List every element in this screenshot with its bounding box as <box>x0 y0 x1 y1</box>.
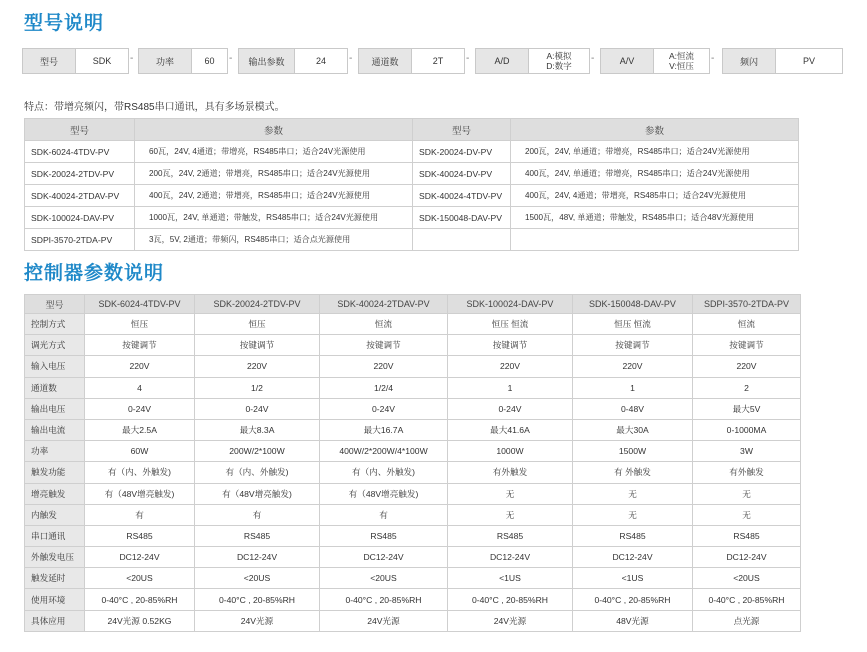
code-dash: - <box>130 53 134 64</box>
code-label-av: A/V <box>600 48 654 74</box>
params-value-cell: 最大8.3A <box>195 419 320 440</box>
code-value-channels: 2T <box>411 48 465 74</box>
params-value-cell: DC12-24V <box>195 547 320 568</box>
params-row-label: 调光方式 <box>25 335 85 356</box>
params-value-cell: 恒压 <box>195 314 320 335</box>
params-value-cell: 200W/2*100W <box>195 441 320 462</box>
models-header-params: 参数 <box>511 119 799 141</box>
model-name-cell: SDK-40024-4TDV-PV <box>413 185 511 207</box>
code-value-av <box>653 48 710 74</box>
models-header-row <box>25 119 799 141</box>
code-value-output: 24 <box>294 48 348 74</box>
params-value-cell: 有（内、外触发) <box>320 462 448 483</box>
model-name-cell: SDK-100024-DAV-PV <box>25 207 135 229</box>
params-value-cell: RS485 <box>85 525 195 546</box>
params-value-cell: 按键调节 <box>320 335 448 356</box>
model-params-cell <box>511 229 799 251</box>
params-value-cell: RS485 <box>573 525 693 546</box>
params-value-cell: 0-48V <box>573 398 693 419</box>
code-label-strobe: 频闪 <box>722 48 776 74</box>
params-header-model: SDPI-3570-2TDA-PV <box>693 295 801 314</box>
params-header-model: SDK-40024-2TDAV-PV <box>320 295 448 314</box>
params-header-label: 型号 <box>25 295 85 314</box>
params-table <box>24 294 801 632</box>
params-value-cell: 0-1000MA <box>693 419 801 440</box>
params-value-cell: 有 <box>320 504 448 525</box>
params-value-cell: <20US <box>693 568 801 589</box>
models-header-model: 型号 <box>413 119 511 141</box>
params-value-cell: 2 <box>693 377 801 398</box>
params-row-label: 串口通讯 <box>25 525 85 546</box>
code-dash: - <box>711 53 715 64</box>
models-row <box>25 185 799 207</box>
params-value-cell: 有（内、外触发) <box>85 462 195 483</box>
code-label-channels: 通道数 <box>358 48 412 74</box>
params-row <box>25 356 801 377</box>
params-value-cell: 最大16.7A <box>320 419 448 440</box>
params-value-cell: 有 <box>85 504 195 525</box>
params-row-label: 输出电压 <box>25 398 85 419</box>
params-value-cell: 恒流 <box>693 314 801 335</box>
params-header-model: SDK-6024-4TDV-PV <box>85 295 195 314</box>
params-value-cell: 1500W <box>573 441 693 462</box>
models-table <box>24 118 799 251</box>
params-value-cell: 0-24V <box>448 398 573 419</box>
params-row <box>25 568 801 589</box>
params-value-cell: <1US <box>448 568 573 589</box>
params-value-cell: 无 <box>693 483 801 504</box>
model-name-cell: SDK-20024-DV-PV <box>413 141 511 163</box>
params-value-cell: 1 <box>573 377 693 398</box>
params-value-cell: 0-40°C , 20-85%RH <box>320 589 448 610</box>
code-dash: - <box>466 53 470 64</box>
params-value-cell: DC12-24V <box>448 547 573 568</box>
model-description-title: 型号说明 <box>24 13 105 34</box>
params-value-cell: 最大2.5A <box>85 419 195 440</box>
params-row-label: 内触发 <box>25 504 85 525</box>
params-value-cell: 恒压 恒流 <box>573 314 693 335</box>
params-row-label: 功率 <box>25 441 85 462</box>
params-row <box>25 547 801 568</box>
params-row <box>25 377 801 398</box>
params-row-label: 触发功能 <box>25 462 85 483</box>
params-value-cell: 有（48V增亮触发) <box>195 483 320 504</box>
params-value-cell: RS485 <box>320 525 448 546</box>
model-params-cell: 60瓦，24V, 4通道；带增亮，RS485串口；适合24V光源使用 <box>135 141 413 163</box>
code-value-power: 60 <box>191 48 228 74</box>
params-row-label: 通道数 <box>25 377 85 398</box>
model-name-cell <box>413 229 511 251</box>
params-value-cell: 0-40°C , 20-85%RH <box>85 589 195 610</box>
params-value-cell: 最大41.6A <box>448 419 573 440</box>
params-value-cell: 220V <box>320 356 448 377</box>
params-header-model: SDK-20024-2TDV-PV <box>195 295 320 314</box>
params-value-cell: 有（48V增亮触发) <box>85 483 195 504</box>
params-row-label: 控制方式 <box>25 314 85 335</box>
params-value-cell: 24V光源 <box>448 610 573 631</box>
params-value-cell: 0-40°C , 20-85%RH <box>448 589 573 610</box>
params-value-cell: <20US <box>195 568 320 589</box>
params-value-cell: <20US <box>320 568 448 589</box>
code-label-ad: A/D <box>475 48 529 74</box>
params-row <box>25 610 801 631</box>
params-value-cell: 0-24V <box>85 398 195 419</box>
params-row <box>25 441 801 462</box>
params-row <box>25 314 801 335</box>
model-params-cell: 1500瓦，48V, 单通道；带触发，RS485串口；适合48V光源使用 <box>511 207 799 229</box>
params-row <box>25 335 801 356</box>
params-value-cell: 0-40°C , 20-85%RH <box>693 589 801 610</box>
params-value-cell: 0-40°C , 20-85%RH <box>195 589 320 610</box>
params-value-cell: 24V光源 <box>320 610 448 631</box>
params-value-cell: 0-24V <box>195 398 320 419</box>
code-value-model: SDK <box>75 48 129 74</box>
params-row <box>25 504 801 525</box>
params-row <box>25 462 801 483</box>
params-value-cell: 220V <box>195 356 320 377</box>
params-value-cell: 220V <box>573 356 693 377</box>
params-value-cell: DC12-24V <box>573 547 693 568</box>
code-value-av-line2: V:恒压 <box>669 61 694 71</box>
code-value-ad-line1: A:模拟 <box>546 51 572 61</box>
models-header-model: 型号 <box>25 119 135 141</box>
params-value-cell: 无 <box>693 504 801 525</box>
params-row-label: 输出电流 <box>25 419 85 440</box>
model-name-cell: SDK-20024-2TDV-PV <box>25 163 135 185</box>
params-value-cell: <20US <box>85 568 195 589</box>
model-params-cell: 400瓦，24V, 4通道；带增亮，RS485串口；适合24V光源使用 <box>511 185 799 207</box>
params-header-model: SDK-150048-DAV-PV <box>573 295 693 314</box>
params-value-cell: 无 <box>573 483 693 504</box>
model-params-cell: 400瓦，24V, 单通道；带增亮，RS485串口；适合24V光源使用 <box>511 163 799 185</box>
params-value-cell: 有 <box>195 504 320 525</box>
code-dash: - <box>349 53 353 64</box>
model-params-cell: 200瓦，24V, 单通道；带增亮，RS485串口；适合24V光源使用 <box>511 141 799 163</box>
params-value-cell: 60W <box>85 441 195 462</box>
params-value-cell: 1/2/4 <box>320 377 448 398</box>
code-dash: - <box>591 53 595 64</box>
model-name-cell: SDK-40024-2TDAV-PV <box>25 185 135 207</box>
params-value-cell: 有（内、外触发) <box>195 462 320 483</box>
params-row-label: 输入电压 <box>25 356 85 377</box>
code-label-power: 功率 <box>138 48 192 74</box>
code-label-output: 输出参数 <box>238 48 295 74</box>
params-value-cell: RS485 <box>195 525 320 546</box>
code-label-model: 型号 <box>22 48 76 74</box>
params-value-cell: 220V <box>693 356 801 377</box>
params-row <box>25 483 801 504</box>
params-header-row <box>25 295 801 314</box>
params-row <box>25 525 801 546</box>
model-name-cell: SDK-150048-DAV-PV <box>413 207 511 229</box>
params-row-label: 外触发电压 <box>25 547 85 568</box>
params-value-cell: RS485 <box>693 525 801 546</box>
params-value-cell: 恒压 <box>85 314 195 335</box>
model-params-cell: 1000瓦，24V, 单通道；带触发，RS485串口；适合24V光源使用 <box>135 207 413 229</box>
params-value-cell: 无 <box>448 483 573 504</box>
code-value-ad <box>528 48 590 74</box>
params-value-cell: DC12-24V <box>693 547 801 568</box>
model-name-cell: SDK-6024-4TDV-PV <box>25 141 135 163</box>
params-value-cell: 有 外触发 <box>573 462 693 483</box>
params-value-cell: 按键调节 <box>693 335 801 356</box>
params-value-cell: 400W/2*200W/4*100W <box>320 441 448 462</box>
params-value-cell: 有外触发 <box>693 462 801 483</box>
params-value-cell: 3W <box>693 441 801 462</box>
params-row-label: 触发延时 <box>25 568 85 589</box>
params-row-label: 使用环境 <box>25 589 85 610</box>
model-name-cell: SDPI-3570-2TDA-PV <box>25 229 135 251</box>
params-value-cell: 1000W <box>448 441 573 462</box>
params-value-cell: 最大30A <box>573 419 693 440</box>
params-value-cell: 1/2 <box>195 377 320 398</box>
params-row-label: 增亮触发 <box>25 483 85 504</box>
params-value-cell: 220V <box>85 356 195 377</box>
params-value-cell: 无 <box>448 504 573 525</box>
params-value-cell: DC12-24V <box>85 547 195 568</box>
params-value-cell: 点光源 <box>693 610 801 631</box>
models-row <box>25 141 799 163</box>
model-params-cell: 200瓦，24V, 2通道；带增亮，RS485串口；适合24V光源使用 <box>135 163 413 185</box>
params-header-model: SDK-100024-DAV-PV <box>448 295 573 314</box>
model-params-cell: 400瓦，24V, 2通道；带增亮，RS485串口；适合24V光源使用 <box>135 185 413 207</box>
params-row <box>25 398 801 419</box>
params-value-cell: 恒压 恒流 <box>448 314 573 335</box>
params-value-cell: 按键调节 <box>85 335 195 356</box>
params-value-cell: 按键调节 <box>573 335 693 356</box>
code-value-ad-line2: D:数字 <box>546 61 572 71</box>
model-code-strip <box>22 48 842 74</box>
params-row <box>25 419 801 440</box>
params-value-cell: <1US <box>573 568 693 589</box>
params-value-cell: 220V <box>448 356 573 377</box>
params-value-cell: 48V光源 <box>573 610 693 631</box>
model-params-cell: 3瓦，5V, 2通道；带频闪，RS485串口；适合点光源使用 <box>135 229 413 251</box>
params-value-cell: 有外触发 <box>448 462 573 483</box>
params-row <box>25 589 801 610</box>
params-value-cell: 按键调节 <box>195 335 320 356</box>
params-value-cell: 0-24V <box>320 398 448 419</box>
models-row <box>25 207 799 229</box>
params-value-cell: 0-40°C , 20-85%RH <box>573 589 693 610</box>
code-value-strobe: PV <box>775 48 843 74</box>
models-row <box>25 229 799 251</box>
models-header-params: 参数 <box>135 119 413 141</box>
params-value-cell: 恒流 <box>320 314 448 335</box>
model-name-cell: SDK-40024-DV-PV <box>413 163 511 185</box>
params-value-cell: DC12-24V <box>320 547 448 568</box>
params-value-cell: 24V光源 0.52KG <box>85 610 195 631</box>
controller-params-title: 控制器参数说明 <box>24 263 165 284</box>
models-row <box>25 163 799 185</box>
params-value-cell: RS485 <box>448 525 573 546</box>
params-value-cell: 按键调节 <box>448 335 573 356</box>
code-value-av-line1: A:恒流 <box>668 51 695 61</box>
params-value-cell: 有（48V增亮触发) <box>320 483 448 504</box>
code-dash: - <box>229 53 233 64</box>
feature-text: 特点：带增亮频闪，带RS485串口通讯，具有多场景模式。 <box>24 102 285 113</box>
params-value-cell: 4 <box>85 377 195 398</box>
params-value-cell: 无 <box>573 504 693 525</box>
params-value-cell: 24V光源 <box>195 610 320 631</box>
params-value-cell: 最大5V <box>693 398 801 419</box>
params-value-cell: 1 <box>448 377 573 398</box>
params-row-label: 具体应用 <box>25 610 85 631</box>
